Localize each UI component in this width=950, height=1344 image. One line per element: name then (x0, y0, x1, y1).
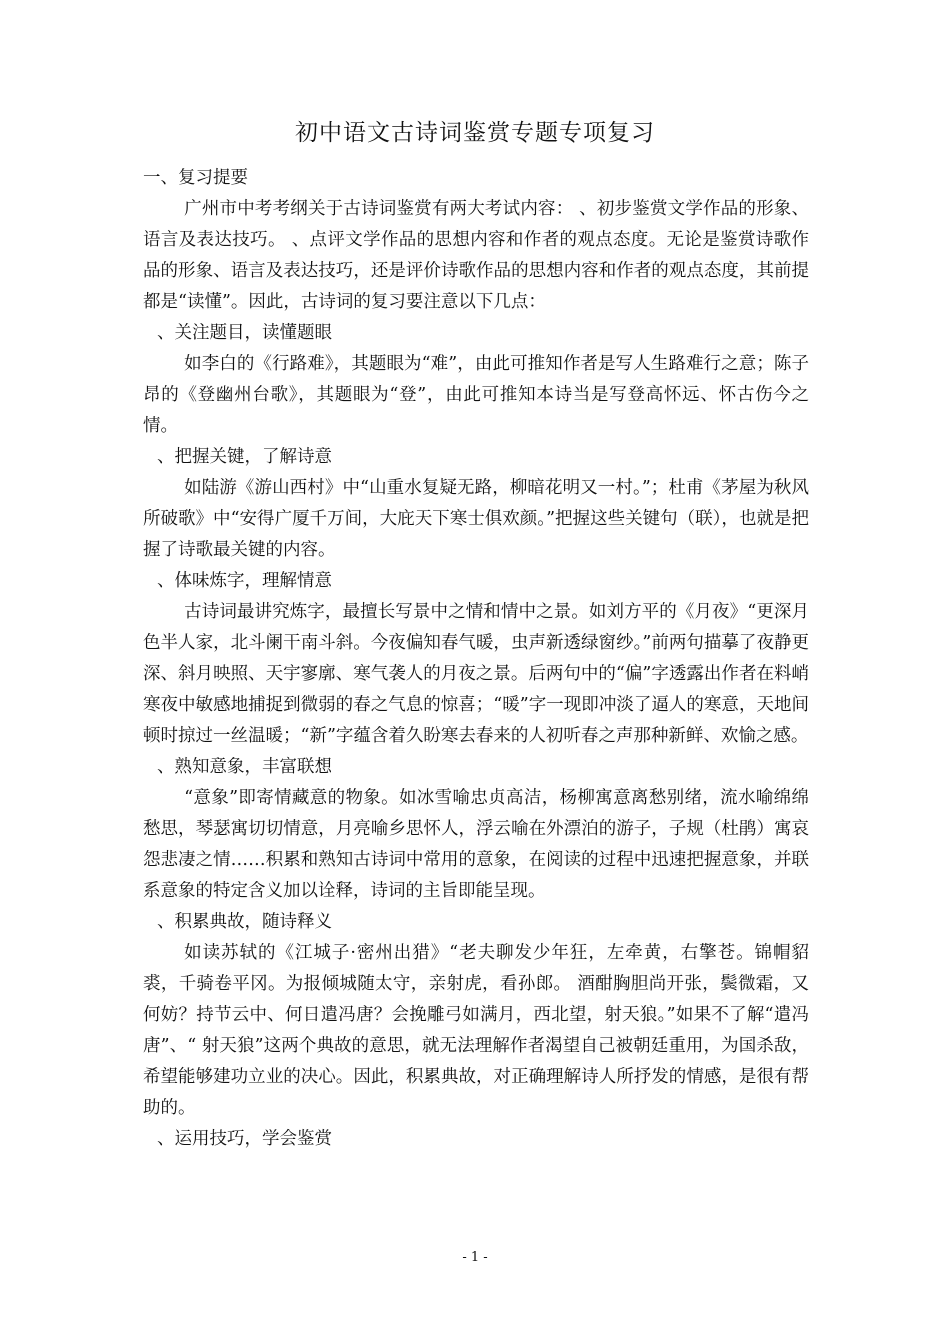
document-title: 初中语文古诗词鉴赏专题专项复习 (295, 120, 655, 146)
item-heading: 、体味炼字，理解情意 (157, 571, 332, 591)
item-paragraph: 如李白的《行路难》，其题眼为“难”，由此可推知作者是写人生路难行之意；陈子昂的《登幽州台歌》，其题眼为“登”，由此可推知本诗当是写登高怀远、怀古伤今之情。 (143, 354, 809, 436)
item-heading: 、把握关键，了解诗意 (157, 447, 332, 467)
section-heading: 一、复习提要 (143, 168, 248, 188)
item-paragraph: 如读苏轼的《江城子·密州出猎》“老夫聊发少年狂，左牵黄，右擎苍。锦帽貂裘，千骑卷平冈。为报倾城随太守，亲射虎，看孙郎。 酒酣胸胆尚开张，鬓微霜，又何妨？持节云中、何日遣冯唐？会挽雕弓如满月，西北望，射天狼。”如果不了解“遣冯唐”、“ 射天狼”这两个典故的意思，就无法理解作者渴望自己被朝廷重用，为国杀敌，希望能够建功立业的决心。因此，积累典故，对正确理解诗人所抒发的情感，是很有帮助的。 (143, 943, 809, 1118)
item-paragraph: “意象”即寄情藏意的物象。如冰雪喻忠贞高洁，杨柳寓意离愁别绪，流水喻绵绵愁思，琴瑟寓切切情意，月亮喻乡思怀人，浮云喻在外漂泊的游子，子规（杜鹃）寓哀怨悲凄之情……积累和熟知古诗词中常用的意象，在阅读的过程中迅速把握意象，并联系意象的特定含义加以诠释，诗词的主旨即能呈现。 (143, 788, 809, 901)
item-heading: 、运用技巧，学会鉴赏 (157, 1129, 332, 1149)
item-paragraph: 如陆游《游山西村》中“山重水复疑无路，柳暗花明又一村。”；杜甫《茅屋为秋风所破歌》中“安得广厦千万间，大庇天下寒士俱欢颜。”把握这些关键句（联），也就是把握了诗歌最关键的内容。 (143, 478, 809, 560)
document-body (143, 163, 809, 1155)
item-heading: 、熟知意象，丰富联想 (157, 757, 332, 777)
item-heading: 、积累典故，随诗释义 (157, 912, 332, 932)
item-paragraph: 古诗词最讲究炼字，最擅长写景中之情和情中之景。如刘方平的《月夜》“更深月色半人家，北斗阑干南斗斜。今夜偏知春气暖，虫声新透绿窗纱。”前两句描摹了夜静更深、斜月映照、天宇寥廓、寒气袭人的月夜之景。后两句中的“偏”字透露出作者在料峭寒夜中敏感地捕捉到微弱的春之气息的惊喜；“暖”字一现即冲淡了逼人的寒意，天地间顿时掠过一丝温暖；“新”字蕴含着久盼寒去春来的人初听春之声那种新鲜、欢愉之感。 (143, 602, 809, 746)
item-heading: 、关注题目，读懂题眼 (157, 323, 332, 343)
intro-paragraph: 广州市中考考纲关于古诗词鉴赏有两大考试内容： 、初步鉴赏文学作品的形象、语言及表达技巧。 、点评文学作品的思想内容和作者的观点态度。无论是鉴赏诗歌作品的形象、语言及表达技巧，还是评价诗歌作品的思想内容和作者的观点态度，其前提都是“读懂”。因此，古诗词的复习要注意以下几点： (143, 199, 809, 312)
page-number: - 1 - (462, 1250, 488, 1265)
